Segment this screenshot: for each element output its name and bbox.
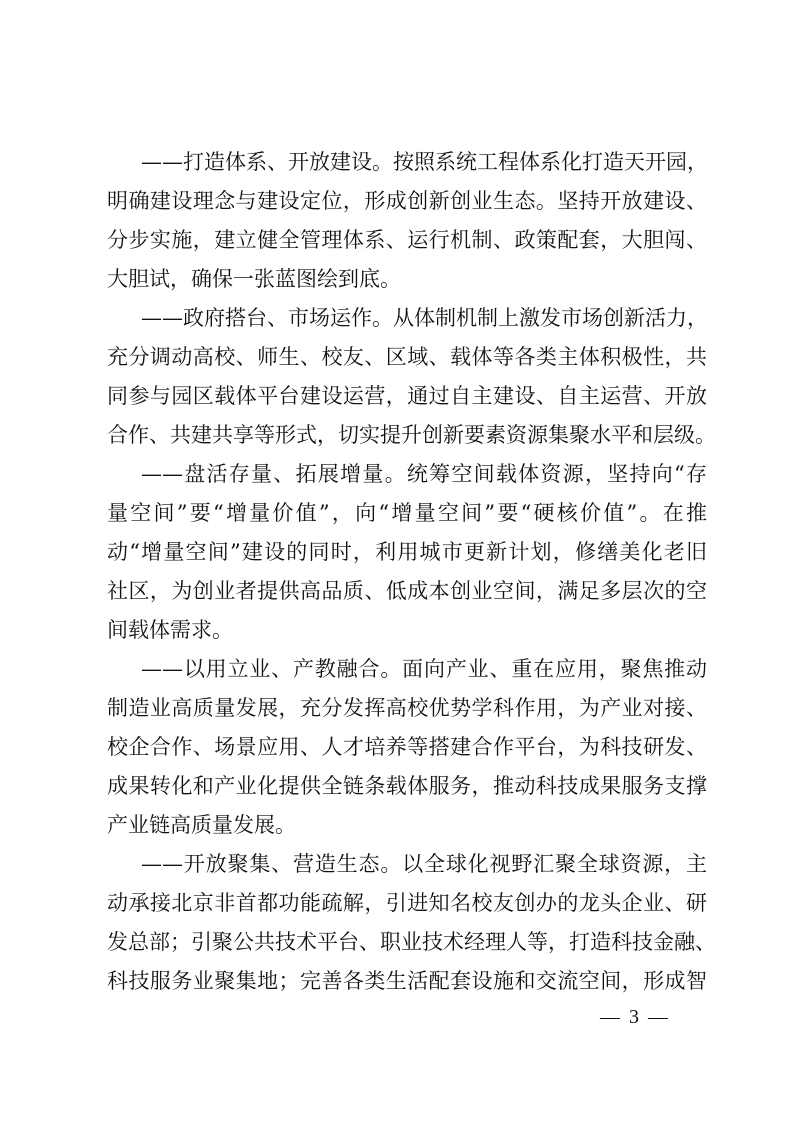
paragraph bbox=[107, 845, 716, 1001]
text-line: 产业链高质量发展。 bbox=[107, 813, 296, 837]
text-line: 发总部；引聚公共技术平台、职业技术经理人等，打造科技金融、 bbox=[107, 930, 716, 954]
text-line: 间载体需求。 bbox=[107, 618, 233, 642]
text-line: ——以用立业、产教融合。面向产业、重在应用，聚焦推动 bbox=[141, 657, 707, 681]
text-line: 社区，为创业者提供高品质、低成本创业空间，满足多层次的空 bbox=[107, 579, 707, 603]
document-body bbox=[107, 143, 716, 1001]
text-line: 同参与园区载体平台建设运营，通过自主建设、自主运营、开放 bbox=[107, 384, 707, 408]
text-line: 充分调动高校、师生、校友、区域、载体等各类主体积极性，共 bbox=[107, 345, 707, 369]
text-line: 校企合作、场景应用、人才培养等搭建合作平台，为科技研发、 bbox=[107, 735, 707, 759]
text-line: ——盘活存量、拓展增量。统筹空间载体资源，坚持向“存 bbox=[141, 462, 707, 486]
text-line: 明确建设理念与建设定位，形成创新创业生态。坚持开放建设、 bbox=[107, 189, 707, 213]
text-line: 大胆试，确保一张蓝图绘到底。 bbox=[107, 267, 401, 291]
text-line: ——政府搭台、市场运作。从体制机制上激发市场创新活力， bbox=[141, 306, 708, 330]
paragraph bbox=[107, 455, 707, 650]
text-line: 制造业高质量发展，充分发挥高校优势学科作用，为产业对接、 bbox=[107, 696, 707, 720]
text-line: 量空间”要“增量价值”，向“增量空间”要“硬核价值”。在推 bbox=[107, 501, 707, 525]
text-line: 动“增量空间”建设的同时，利用城市更新计划，修缮美化老旧 bbox=[107, 540, 707, 564]
text-line: ——开放聚集、营造生态。以全球化视野汇聚全球资源，主 bbox=[141, 852, 707, 876]
text-line: 合作、共建共享等形式，切实提升创新要素资源集聚水平和层级。 bbox=[107, 423, 716, 447]
paragraph bbox=[107, 650, 707, 845]
text-line: 动承接北京非首都功能疏解，引进知名校友创办的龙头企业、研 bbox=[107, 891, 707, 915]
paragraph bbox=[107, 299, 716, 455]
page-number: — 3 — bbox=[600, 1006, 670, 1028]
text-line: ——打造体系、开放建设。按照系统工程体系化打造天开园， bbox=[141, 150, 708, 174]
text-line: 成果转化和产业化提供全链条载体服务，推动科技成果服务支撑 bbox=[107, 774, 707, 798]
text-line: 分步实施，建立健全管理体系、运行机制、政策配套，大胆闯、 bbox=[107, 228, 707, 252]
paragraph bbox=[107, 143, 707, 299]
text-line: 科技服务业聚集地；完善各类生活配套设施和交流空间，形成智 bbox=[107, 969, 707, 993]
